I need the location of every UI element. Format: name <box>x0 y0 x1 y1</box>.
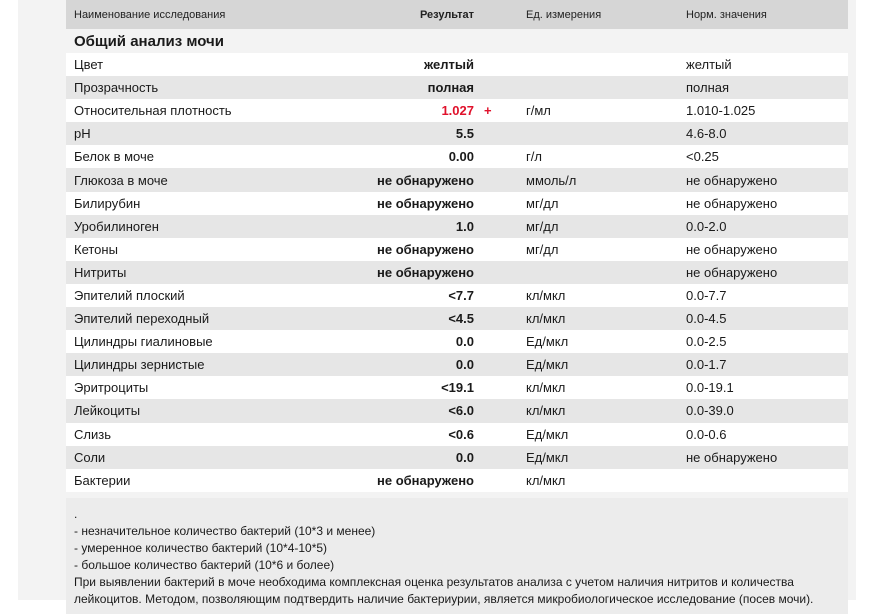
row-result: не обнаружено <box>377 172 474 188</box>
row-norm: 0.0-1.7 <box>686 357 727 373</box>
row-result: 5.5 <box>455 126 474 142</box>
row-name: Кетоны <box>74 241 118 257</box>
row-norm: не обнаружено <box>686 449 778 465</box>
notes-line: - большое количество бактерий (10*6 и более) <box>74 557 335 572</box>
table-row <box>66 399 848 422</box>
row-norm: полная <box>686 80 730 96</box>
row-unit: кл/мкл <box>526 287 566 303</box>
row-norm: не обнаружено <box>686 241 778 257</box>
row-result: 0.0 <box>455 449 474 465</box>
table-row <box>66 122 848 145</box>
row-name: Билирубин <box>74 195 141 211</box>
results-table <box>66 0 848 614</box>
row-name: Глюкоза в моче <box>74 172 168 188</box>
row-norm: 0.0-2.5 <box>686 334 727 350</box>
row-unit: г/л <box>526 149 542 165</box>
report-sheet <box>18 0 856 606</box>
row-name: Эпителий переходный <box>74 311 210 327</box>
row-norm: 1.010-1.025 <box>686 103 756 119</box>
row-unit: Ед/мкл <box>526 449 569 465</box>
row-name: Эритроциты <box>74 380 149 396</box>
row-name: Соли <box>74 449 106 465</box>
row-result: не обнаружено <box>377 195 474 211</box>
table-row <box>66 469 848 492</box>
row-name: Прозрачность <box>74 80 159 96</box>
row-norm: желтый <box>686 57 732 73</box>
section-title: Общий анализ мочи <box>74 33 224 50</box>
row-result: <19.1 <box>441 380 474 396</box>
row-result: <4.5 <box>448 311 474 327</box>
header-unit: Ед. измерения <box>526 8 602 21</box>
row-unit: кл/мкл <box>526 472 566 488</box>
row-name: Цвет <box>74 57 104 73</box>
row-name: Уробилиноген <box>74 218 159 234</box>
header-name: Наименование исследования <box>74 8 226 21</box>
table-row <box>66 168 848 191</box>
row-name: Слизь <box>74 426 111 442</box>
row-result: <0.6 <box>448 426 474 442</box>
row-unit: мг/дл <box>526 218 559 234</box>
table-row <box>66 76 848 99</box>
row-norm: 4.6-8.0 <box>686 126 727 142</box>
row-name: Белок в моче <box>74 149 154 165</box>
row-name: pH <box>74 126 91 142</box>
table-row <box>66 284 848 307</box>
row-name: Эпителий плоский <box>74 287 185 303</box>
row-unit: Ед/мкл <box>526 357 569 373</box>
notes-line: - незначительное количество бактерий (10*3 и менее) <box>74 523 376 538</box>
table-row <box>66 353 848 376</box>
table-row <box>66 446 848 469</box>
table-row <box>66 261 848 284</box>
notes-block <box>66 498 848 614</box>
row-norm: <0.25 <box>686 149 719 165</box>
row-name: Бактерии <box>74 472 131 488</box>
row-unit: ммоль/л <box>526 172 577 188</box>
header-norm: Норм. значения <box>686 8 767 21</box>
header-result: Результат <box>419 8 474 21</box>
row-norm: 0.0-7.7 <box>686 287 727 303</box>
row-unit: Ед/мкл <box>526 334 569 350</box>
table-body <box>66 53 848 492</box>
row-unit: кл/мкл <box>526 403 566 419</box>
table-row <box>66 53 848 76</box>
row-result: не обнаружено <box>377 241 474 257</box>
notes-dot: . <box>74 506 78 521</box>
row-norm: 0.0-39.0 <box>686 403 734 419</box>
row-result: 0.00 <box>448 149 474 165</box>
row-result: не обнаружено <box>377 264 474 280</box>
table-header <box>66 0 848 29</box>
row-unit: Ед/мкл <box>526 426 569 442</box>
table-row <box>66 215 848 238</box>
row-result: <7.7 <box>448 287 474 303</box>
row-norm: не обнаружено <box>686 195 778 211</box>
row-name: Цилиндры гиалиновые <box>74 334 213 350</box>
table-row <box>66 145 848 168</box>
row-unit: кл/мкл <box>526 380 566 396</box>
row-result: желтый <box>424 57 474 73</box>
row-result: 1.027 <box>441 103 474 119</box>
row-name: Нитриты <box>74 264 127 280</box>
notes-paragraph: При выявлении бактерий в моче необходима комплексная оценка результатов анализа с учетом наличия нитритов и количества лейкоцитов. Методом, позволяющим подтвердить наличие бактериурии, является микробиологическое исследование (посев мочи). <box>74 574 814 606</box>
row-name: Относительная плотность <box>74 103 232 119</box>
row-unit: мг/дл <box>526 241 559 257</box>
row-flag: + <box>484 103 492 119</box>
row-norm: 0.0-4.5 <box>686 311 727 327</box>
row-unit: кл/мкл <box>526 311 566 327</box>
row-norm: 0.0-0.6 <box>686 426 727 442</box>
row-result: 0.0 <box>455 334 474 350</box>
table-row <box>66 423 848 446</box>
row-name: Лейкоциты <box>74 403 141 419</box>
table-row <box>66 307 848 330</box>
table-row <box>66 376 848 399</box>
row-result: 1.0 <box>455 218 474 234</box>
row-name: Цилиндры зернистые <box>74 357 205 373</box>
row-unit: г/мл <box>526 103 551 119</box>
row-result: <6.0 <box>448 403 474 419</box>
row-unit: мг/дл <box>526 195 559 211</box>
row-norm: не обнаружено <box>686 264 778 280</box>
row-result: полная <box>427 80 474 96</box>
table-row <box>66 238 848 261</box>
row-result: не обнаружено <box>377 472 474 488</box>
notes-line: - умеренное количество бактерий (10*4-10*5) <box>74 540 328 555</box>
table-row <box>66 330 848 353</box>
table-row <box>66 99 848 122</box>
table-row <box>66 192 848 215</box>
row-result: 0.0 <box>455 357 474 373</box>
row-norm: 0.0-19.1 <box>686 380 734 396</box>
row-norm: не обнаружено <box>686 172 778 188</box>
row-norm: 0.0-2.0 <box>686 218 727 234</box>
